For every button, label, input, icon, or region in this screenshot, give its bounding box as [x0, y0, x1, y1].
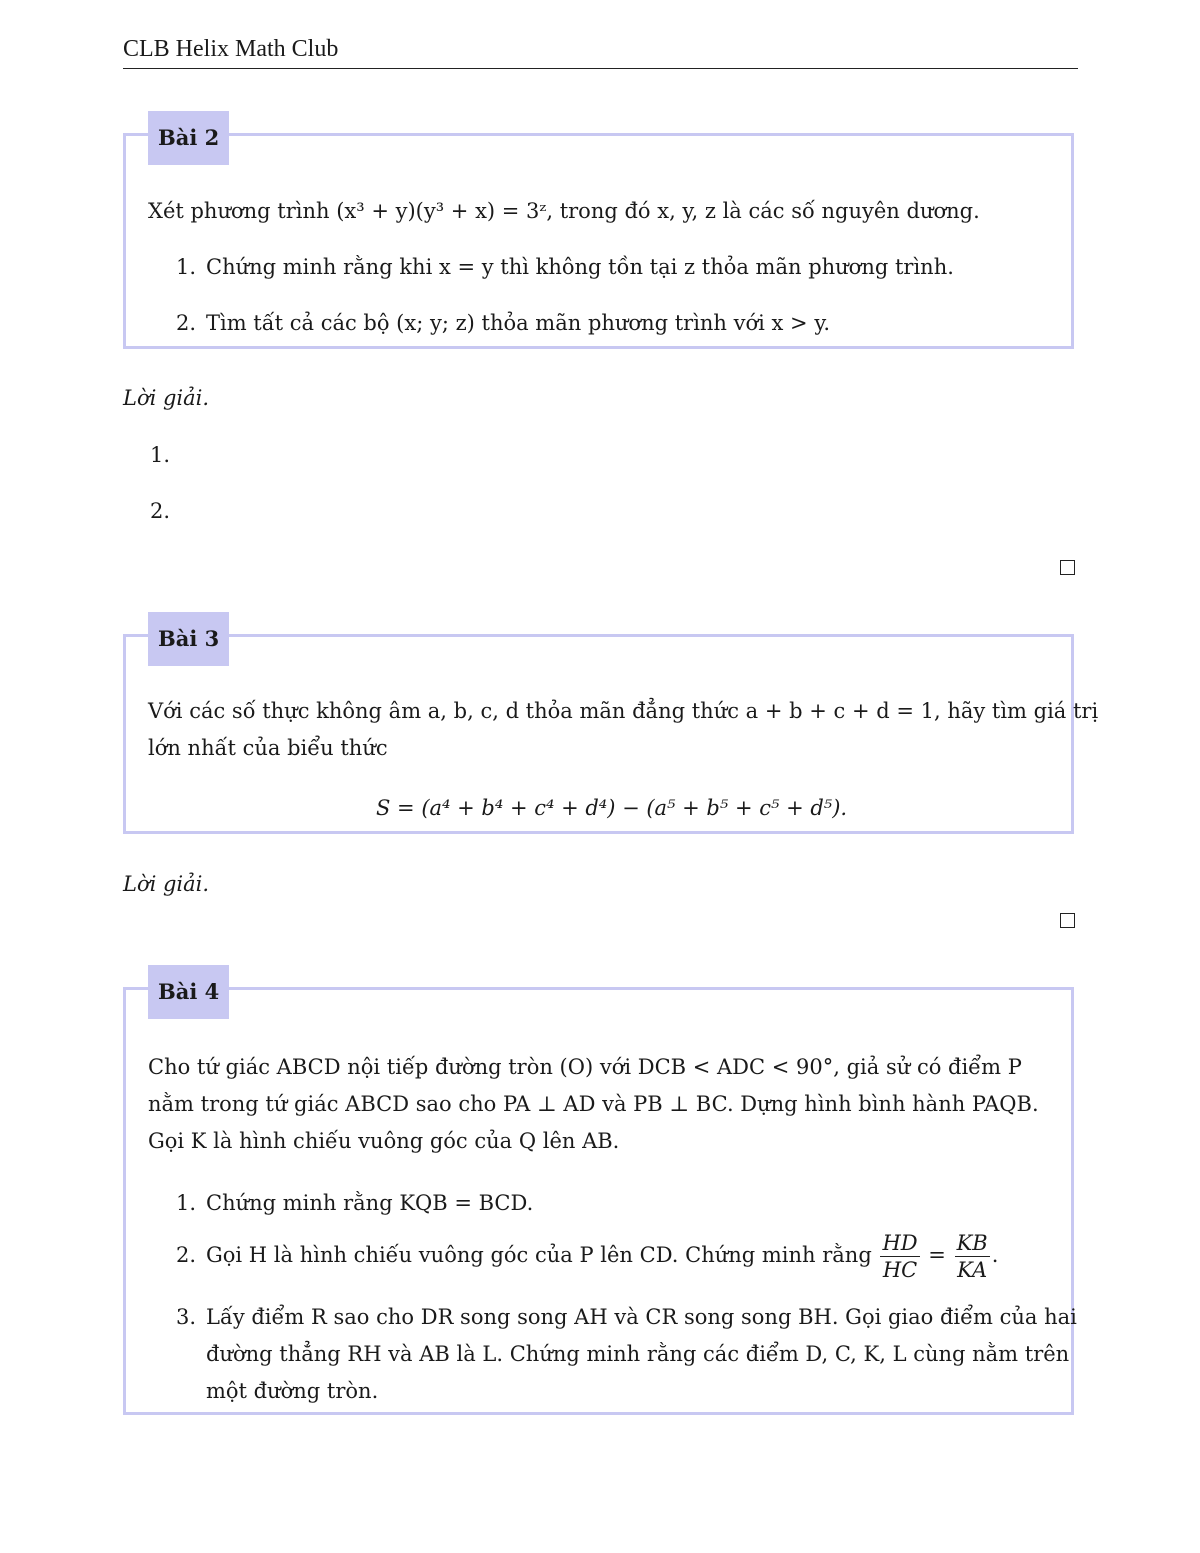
problem-2-item-1: [176, 249, 954, 286]
solution-2-item-2: 2.: [150, 499, 171, 523]
item-number: 1.: [176, 1191, 197, 1215]
item-text: Gọi H là hình chiếu vuông góc của P lên CD. Chứng minh rằng: [206, 1243, 872, 1267]
item-number: 2.: [176, 311, 197, 335]
qed-square-icon: [1060, 560, 1075, 575]
problem-4-statement-line-2: nằm trong tứ giác ABCD sao cho PA ⊥ AD và PB ⊥ BC. Dựng hình bình hành PAQB.: [148, 1092, 1039, 1116]
problem-4-item-2: 2. Gọi H là hình chiếu vuông góc của P lên CD. Chứng minh rằng $\frac{HD}{HC}$ = $\frac{KB}{KA}$ .: [176, 1231, 999, 1282]
problem-4-item-3-line-2: [206, 1336, 1069, 1373]
item-text-line-1: Lấy điểm R sao cho DR song song AH và CR song song BH. Gọi giao điểm của hai: [206, 1305, 1077, 1329]
item-text: Chứng minh rằng KQB = BCD.: [206, 1191, 534, 1215]
solution-label-3: Lời giải.: [123, 872, 210, 896]
problem-4-item-3-line-3: [206, 1373, 378, 1410]
problem-3-box: [123, 626, 1099, 834]
problem-2-item-2: [176, 305, 830, 342]
item-text: Chứng minh rằng khi x = y thì không tồn tại z thỏa mãn phương trình.: [206, 255, 954, 279]
problem-4-statement-line-3: Gọi K là hình chiếu vuông góc của Q lên AB.: [148, 1129, 620, 1153]
page-header: [123, 36, 1078, 69]
solution-label-2: Lời giải.: [123, 386, 210, 410]
problem-4-item-3: [176, 1299, 1077, 1336]
problem-2-tag: Bài 2: [148, 111, 229, 165]
item-text-line-3: một đường tròn.: [206, 1379, 379, 1403]
item-number: 2.: [176, 1243, 197, 1267]
problem-4-tag: Bài 4: [148, 965, 229, 1019]
solution-2-item-1: 1.: [150, 443, 171, 467]
numerator: KB: [956, 1231, 988, 1255]
item-number: 3.: [176, 1305, 197, 1329]
problem-3-formula: S = (a⁴ + b⁴ + c⁴ + d⁴) − (a⁵ + b⁵ + c⁵ + d⁵).: [376, 796, 848, 820]
problem-4-box: [123, 979, 1077, 1415]
fraction-hd-hc: [880, 1230, 919, 1283]
problem-2-box: [123, 125, 1074, 349]
problem-3-statement-line-2: lớn nhất của biểu thức: [148, 736, 388, 760]
item-text-line-2: đường thẳng RH và AB là L. Chứng minh rằng các điểm D, C, K, L cùng nằm trên: [206, 1342, 1070, 1366]
qed-square-icon: [1060, 913, 1075, 928]
problem-4-item-1: [176, 1185, 533, 1222]
problem-2-statement: Xét phương trình (x³ + y)(y³ + x) = 3ᶻ, trong đó x, y, z là các số nguyên dương.: [148, 199, 980, 223]
problem-4-statement-line-1: Cho tứ giác ABCD nội tiếp đường tròn (O) với DCB < ADC < 90°, giả sử có điểm P: [148, 1055, 1022, 1079]
problem-3-tag: Bài 3: [148, 612, 229, 666]
denominator: KA: [957, 1258, 988, 1282]
item-number: 1.: [176, 255, 197, 279]
numerator: HD: [882, 1231, 918, 1255]
denominator: HC: [882, 1258, 918, 1282]
fraction-kb-ka: [955, 1230, 990, 1283]
club-title: CLB Helix Math Club: [123, 36, 339, 62]
problem-3-statement-line-1: Với các số thực không âm a, b, c, d thỏa mãn đẳng thức a + b + c + d = 1, hãy tìm giá trị: [148, 699, 1099, 723]
item-text: Tìm tất cả các bộ (x; y; z) thỏa mãn phương trình với x > y.: [206, 311, 831, 335]
